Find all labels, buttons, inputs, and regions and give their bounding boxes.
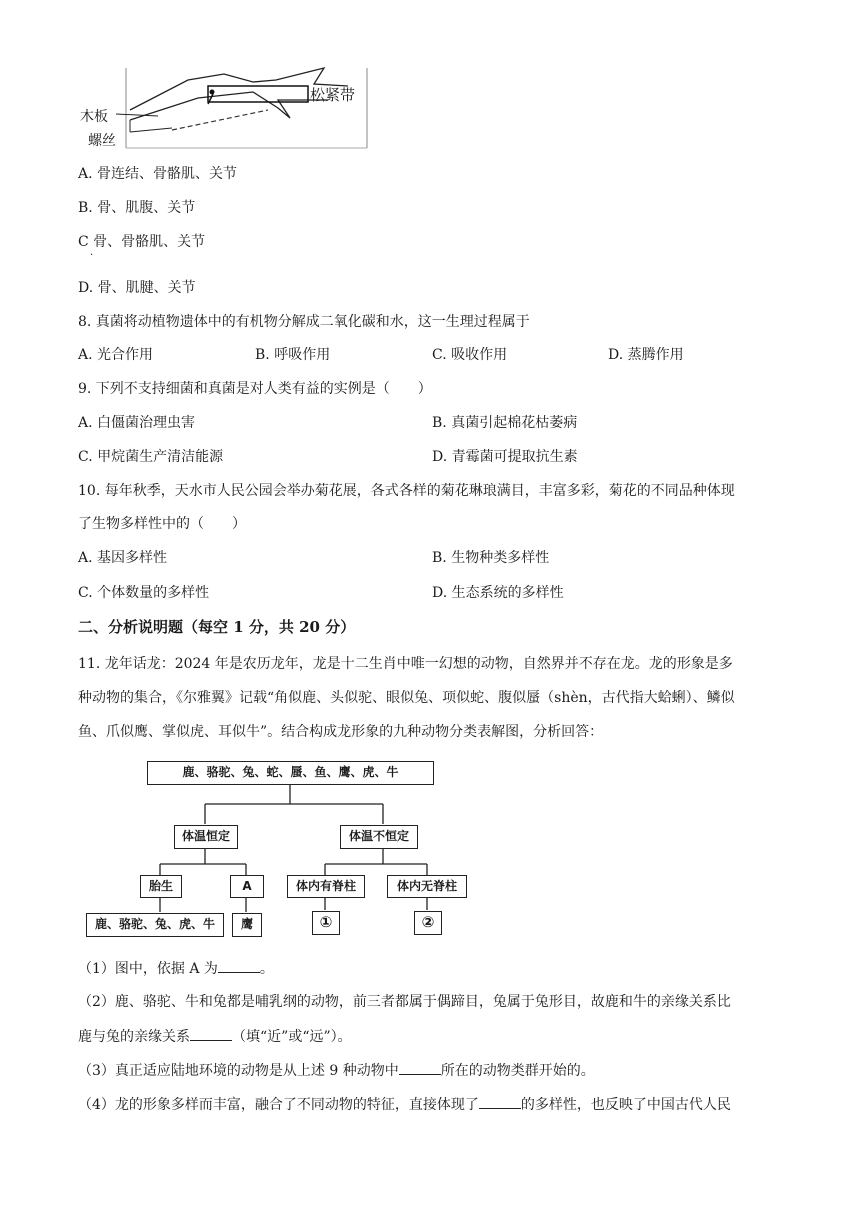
apparatus-drawing <box>78 62 370 150</box>
q7-option-a: A. 骨连结、骨骼肌、关节 <box>78 166 238 182</box>
q11-sub2-end: （填“近”或“远”）。 <box>232 1029 352 1045</box>
q9-option-c: C. 甲烷菌生产清洁能源 <box>78 449 224 465</box>
q11-sub3-end: 所在的动物类群开始的。 <box>440 1063 595 1079</box>
q11-sub1-blank[interactable] <box>218 958 260 973</box>
q11-sub4 <box>78 1094 731 1115</box>
q9-option-b: B. 真菌引起棉花枯萎病 <box>432 415 578 431</box>
q9-option-d: D. 青霉菌可提取抗生素 <box>432 449 578 465</box>
tree-warm-blooded: 体温恒定 <box>174 825 238 849</box>
label-screw: 螺丝 <box>88 133 116 149</box>
q9-stem: 9. 下列不支持细菌和真菌是对人类有益的实例是（ ） <box>78 381 432 397</box>
label-board: 木板 <box>80 109 108 125</box>
tree-node-a: A <box>230 875 264 898</box>
q10-option-b: B. 生物种类多样性 <box>432 550 550 566</box>
q10-stem-line2: 了生物多样性中的（ ） <box>78 516 246 532</box>
q11-sub2-line1: （2）鹿、骆驼、牛和兔都是哺乳纲的动物，前三者都属于偶蹄目，兔属于兔形目，故鹿和牛的亲缘关系比 <box>78 994 731 1010</box>
section2-title: 二、分析说明题（每空 1 分，共 20 分） <box>78 618 356 636</box>
tree-eagle: 鹰 <box>232 913 262 937</box>
q11-sub4-end: 的多样性，也反映了中国古代人民 <box>520 1097 731 1113</box>
q11-sub2-line2 <box>78 1026 352 1047</box>
q11-sub4-text: （4）龙的形象多样而丰富，融合了不同动物的特征，直接体现了 <box>78 1097 479 1113</box>
q11-sub3-text: （3）真正适应陆地环境的动物是从上述 9 种动物中 <box>78 1063 399 1079</box>
tree-blank-1: ① <box>312 911 340 935</box>
q7-option-d: D. 骨、肌腱、关节 <box>78 280 196 296</box>
q8-option-b: B. 呼吸作用 <box>255 347 331 363</box>
q8-stem: 8. 真菌将动植物遗体中的有机物分解成二氧化碳和水，这一生理过程属于 <box>78 314 530 330</box>
apparatus-figure <box>78 62 370 150</box>
q11-sub1 <box>78 958 274 979</box>
q11-sub2-blank[interactable] <box>190 1026 232 1041</box>
q11-sub2-text: 鹿与兔的亲缘关系 <box>78 1029 190 1045</box>
q11-sub3-blank[interactable] <box>399 1060 441 1075</box>
q11-sub1-end: 。 <box>259 961 274 977</box>
q8-option-d: D. 蒸腾作用 <box>608 347 684 363</box>
q10-option-c: C. 个体数量的多样性 <box>78 585 210 601</box>
q11-sub4-blank[interactable] <box>479 1094 521 1109</box>
tree-viviparous: 胎生 <box>140 875 182 898</box>
q11-sub1-text: （1）图中，依据 A 为 <box>78 961 218 977</box>
q10-option-d: D. 生态系统的多样性 <box>432 585 564 601</box>
tree-mammals: 鹿、骆驼、兔、虎、牛 <box>86 913 224 937</box>
label-band: 松紧带 <box>310 86 356 104</box>
q7-option-c: C 骨、骨骼肌、关节 <box>78 234 206 250</box>
q10-stem-line1: 10. 每年秋季，天水市人民公园会举办菊花展，各式各样的菊花琳琅满目，丰富多彩，菊花的不同品种体现 <box>78 483 735 499</box>
q11-line3: 鱼、爪似鹰、掌似虎、耳似牛”。结合构成龙形象的九种动物分类表解图，分析回答： <box>78 724 604 740</box>
q10-option-a: A. 基因多样性 <box>78 550 168 566</box>
q11-sub3 <box>78 1060 595 1081</box>
q11-line1: 11. 龙年话龙：2024 年是农历龙年，龙是十二生肖中唯一幻想的动物，自然界并不存在龙。龙的形象是多 <box>78 656 733 672</box>
tree-vertebrate: 体内有脊柱 <box>287 875 365 898</box>
stray-dot: · <box>90 250 94 261</box>
q7-option-b: B. 骨、肌腹、关节 <box>78 200 196 216</box>
q11-line2: 种动物的集合，《尔雅翼》记载“角似鹿、头似驼、眼似兔、项似蛇、腹似蜃（shèn，古代指大蛤蜊）、鳞似 <box>78 690 735 706</box>
classification-tree <box>80 752 460 942</box>
q8-option-c: C. 吸收作用 <box>432 347 508 363</box>
q8-option-a: A. 光合作用 <box>78 347 154 363</box>
tree-root: 鹿、骆驼、兔、蛇、蜃、鱼、鹰、虎、牛 <box>147 761 434 785</box>
tree-blank-2: ② <box>414 911 442 935</box>
q9-option-a: A. 白僵菌治理虫害 <box>78 415 196 431</box>
tree-cold-blooded: 体温不恒定 <box>340 825 418 849</box>
tree-invertebrate: 体内无脊柱 <box>387 875 467 898</box>
